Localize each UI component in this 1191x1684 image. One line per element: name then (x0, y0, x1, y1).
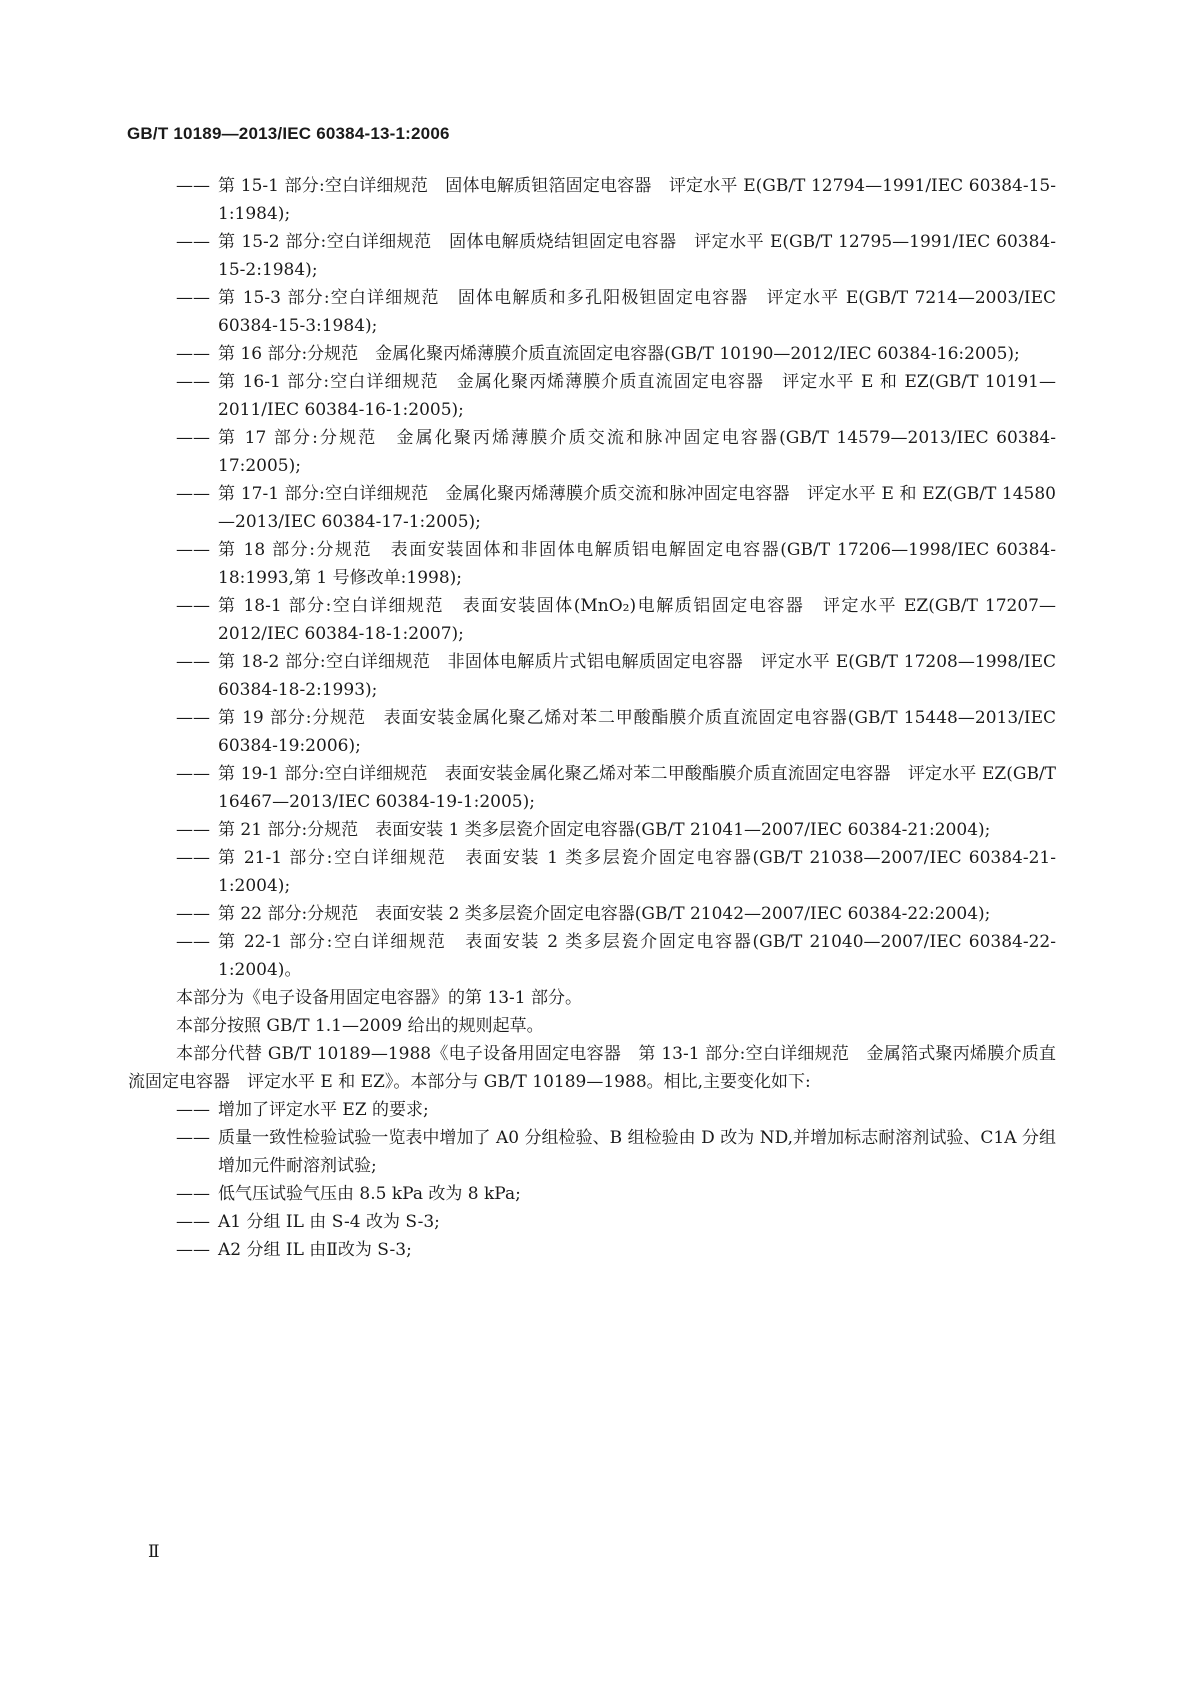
list-item (176, 648, 1056, 704)
list-dash: —— (176, 848, 210, 868)
list-item-text: 增加了评定水平 EZ 的要求; (218, 1100, 429, 1120)
list-dash: —— (176, 764, 210, 784)
list-item-text: 第 19-1 部分:空白详细规范 表面安装金属化聚乙烯对苯二甲酸酯膜介质直流固定电容器 评定水平 EZ(GB/T 16467—2013/IEC 60384-19-1:2005); (218, 764, 1056, 812)
list-item (176, 1124, 1056, 1180)
list-dash: —— (176, 904, 210, 924)
list-dash: —— (176, 1100, 210, 1120)
list-item (176, 368, 1056, 424)
list-item-text: 第 19 部分:分规范 表面安装金属化聚乙烯对苯二甲酸酯膜介质直流固定电容器(GB/T 15448—2013/IEC 60384-19:2006); (218, 708, 1056, 756)
list-dash: —— (176, 652, 210, 672)
list-item (176, 592, 1056, 648)
list-item (176, 1236, 1056, 1264)
list-item-text: 第 21-1 部分:空白详细规范 表面安装 1 类多层瓷介固定电容器(GB/T 21038—2007/IEC 60384-21-1:2004); (218, 848, 1056, 896)
list-item-text: 第 22 部分:分规范 表面安装 2 类多层瓷介固定电容器(GB/T 21042—2007/IEC 60384-22:2004); (218, 904, 991, 924)
paragraph: 本部分按照 GB/T 1.1—2009 给出的规则起草。 (176, 1016, 544, 1036)
list-item (176, 1096, 1056, 1124)
list-item (176, 844, 1056, 900)
paragraph: 本部分为《电子设备用固定电容器》的第 13-1 部分。 (176, 988, 582, 1008)
list-dash: —— (176, 1212, 210, 1232)
list-item-text: 第 22-1 部分:空白详细规范 表面安装 2 类多层瓷介固定电容器(GB/T 21040—2007/IEC 60384-22-1:2004)。 (218, 932, 1056, 980)
page-number: Ⅱ (148, 1542, 160, 1562)
list-dash: —— (176, 596, 210, 616)
list-dash: —— (176, 232, 210, 252)
list-item (176, 1208, 1056, 1236)
standards-list (176, 172, 1056, 984)
page-header: GB/T 10189—2013/IEC 60384-13-1:2006 (127, 124, 450, 143)
list-item (176, 228, 1056, 284)
list-dash: —— (176, 484, 210, 504)
list-item (176, 704, 1056, 760)
list-item-text: 第 16-1 部分:空白详细规范 金属化聚丙烯薄膜介质直流固定电容器 评定水平 E 和 EZ(GB/T 10191—2011/IEC 60384-16-1:2005); (218, 372, 1056, 420)
list-item-text: 质量一致性检验试验一览表中增加了 A0 分组检验、B 组检验由 D 改为 ND,并增加标志耐溶剂试验、C1A 分组增加元件耐溶剂试验; (218, 1128, 1056, 1176)
list-dash: —— (176, 1184, 210, 1204)
list-item (176, 284, 1056, 340)
list-dash: —— (176, 288, 210, 308)
list-item-text: 第 18-1 部分:空白详细规范 表面安装固体(MnO₂)电解质铝固定电容器 评定水平 EZ(GB/T 17207—2012/IEC 60384-18-1:2007); (218, 596, 1056, 644)
list-dash: —— (176, 344, 210, 364)
list-item (176, 816, 1056, 844)
changes-list (176, 1096, 1056, 1264)
list-item (176, 928, 1056, 984)
list-item-text: 第 18 部分:分规范 表面安装固体和非固体电解质铝电解固定电容器(GB/T 17206—1998/IEC 60384-18:1993,第 1 号修改单:1998); (218, 540, 1056, 588)
list-item (176, 340, 1056, 368)
list-item (176, 1180, 1056, 1208)
list-item-text: 第 15-2 部分:空白详细规范 固体电解质烧结钽固定电容器 评定水平 E(GB/T 12795—1991/IEC 60384-15-2:1984); (218, 232, 1056, 280)
list-item-text: 第 17-1 部分:空白详细规范 金属化聚丙烯薄膜介质交流和脉冲固定电容器 评定水平 E 和 EZ(GB/T 14580—2013/IEC 60384-17-1:2005); (218, 484, 1056, 532)
list-dash: —— (176, 372, 210, 392)
paragraph: 本部分代替 GB/T 10189—1988《电子设备用固定电容器 第 13-1 部分:空白详细规范 金属箔式聚丙烯膜介质直流固定电容器 评定水平 E 和 EZ》。本部分与 GB/T 10189—1988。相比,主要变化如下: (128, 1044, 1056, 1092)
document-body (128, 172, 1056, 1264)
list-item-text: 第 16 部分:分规范 金属化聚丙烯薄膜介质直流固定电容器(GB/T 10190—2012/IEC 60384-16:2005); (218, 344, 1020, 364)
list-item (176, 900, 1056, 928)
list-item (176, 760, 1056, 816)
list-dash: —— (176, 428, 210, 448)
list-dash: —— (176, 1128, 210, 1148)
list-dash: —— (176, 820, 210, 840)
list-item (176, 536, 1056, 592)
paragraphs (128, 984, 1056, 1096)
list-dash: —— (176, 176, 210, 196)
list-item-text: 第 15-3 部分:空白详细规范 固体电解质和多孔阳极钽固定电容器 评定水平 E(GB/T 7214—2003/IEC 60384-15-3:1984); (218, 288, 1056, 336)
list-dash: —— (176, 1240, 210, 1260)
list-item-text: 第 15-1 部分:空白详细规范 固体电解质钽箔固定电容器 评定水平 E(GB/T 12794—1991/IEC 60384-15-1:1984); (218, 176, 1056, 224)
list-dash: —— (176, 708, 210, 728)
list-item-text: A1 分组 IL 由 S-4 改为 S-3; (218, 1212, 440, 1232)
list-item (176, 172, 1056, 228)
list-item-text: 第 17 部分:分规范 金属化聚丙烯薄膜介质交流和脉冲固定电容器(GB/T 14579—2013/IEC 60384-17:2005); (218, 428, 1056, 476)
list-item (176, 424, 1056, 480)
list-dash: —— (176, 932, 210, 952)
list-item-text: 低气压试验气压由 8.5 kPa 改为 8 kPa; (218, 1184, 521, 1204)
list-item-text: 第 21 部分:分规范 表面安装 1 类多层瓷介固定电容器(GB/T 21041—2007/IEC 60384-21:2004); (218, 820, 991, 840)
list-item-text: 第 18-2 部分:空白详细规范 非固体电解质片式铝电解质固定电容器 评定水平 E(GB/T 17208—1998/IEC 60384-18-2:1993); (218, 652, 1056, 700)
list-item (176, 480, 1056, 536)
list-item-text: A2 分组 IL 由Ⅱ改为 S-3; (218, 1240, 412, 1260)
list-dash: —— (176, 540, 210, 560)
